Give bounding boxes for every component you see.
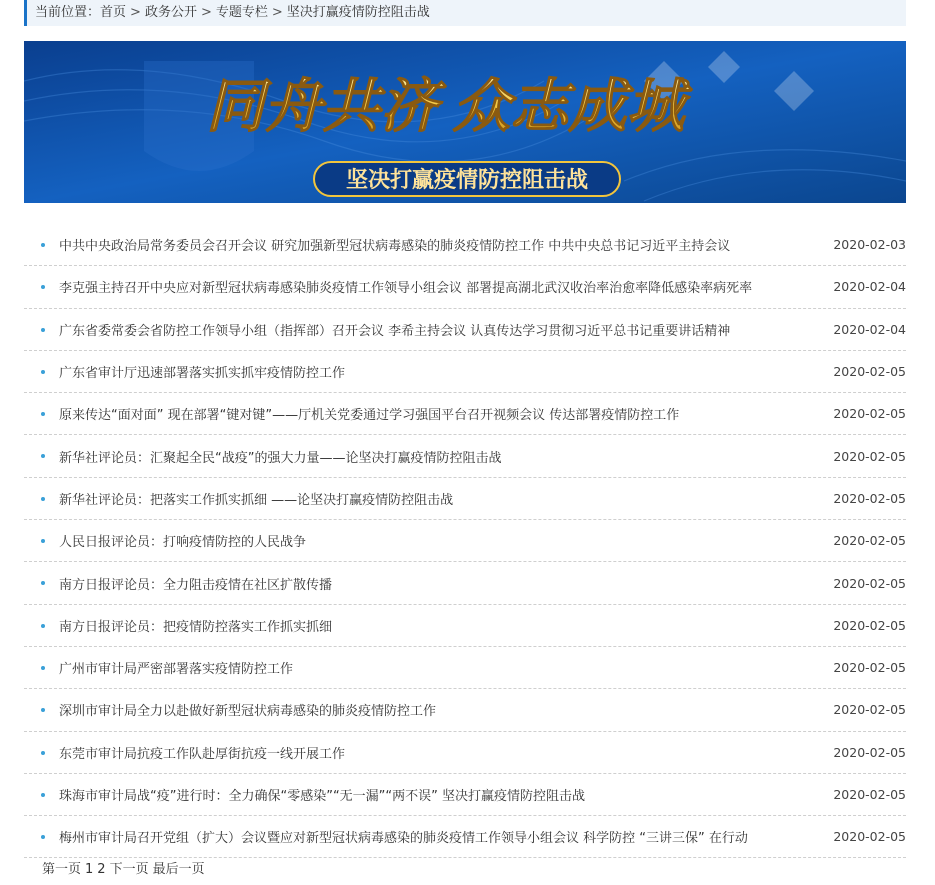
news-title-link[interactable]: 人民日报评论员：打响疫情防控的人民战争	[59, 535, 307, 551]
bullet-icon	[41, 370, 45, 374]
breadcrumb-separator: >	[130, 5, 141, 20]
bullet-icon	[41, 835, 45, 839]
news-date: 2020-02-05	[833, 702, 906, 718]
pager-page-1[interactable]: 1	[85, 862, 94, 877]
breadcrumb-prefix: 当前位置：	[35, 5, 101, 20]
news-date: 2020-02-04	[833, 279, 906, 295]
news-title-link[interactable]: 南方日报评论员：全力阻击疫情在社区扩散传播	[59, 577, 333, 593]
news-title-link[interactable]: 东莞市审计局抗疫工作队赴厚街抗疫一线开展工作	[59, 746, 346, 762]
news-list	[24, 224, 906, 858]
breadcrumb-separator: >	[200, 5, 212, 20]
banner-headline: 同舟共济 众志成城	[206, 74, 685, 139]
bullet-icon	[41, 328, 45, 332]
news-title-link[interactable]: 珠海市审计局战“疫”进行时：全力确保“零感染”“无一漏”“两不误” 坚决打赢疫情防控阻击战	[59, 789, 586, 804]
pager-last[interactable]: 最后一页	[152, 862, 205, 877]
news-item	[24, 816, 906, 858]
news-item	[24, 393, 906, 435]
breadcrumb-gov-affairs[interactable]: 政务公开	[144, 5, 197, 20]
news-item	[24, 309, 906, 351]
news-date: 2020-02-05	[833, 744, 906, 760]
bullet-icon	[41, 539, 45, 543]
topic-banner	[24, 41, 906, 203]
news-title-link[interactable]: 原来传达“面对面” 现在部署“键对键”——厅机关党委通过学习强国平台召开视频会议 传达部署疫情防控工作	[59, 408, 680, 424]
news-date: 2020-02-05	[833, 660, 906, 676]
news-title-link[interactable]: 广东省委常委会省防控工作领导小组（指挥部）召开会议 李希主持会议 认真传达学习贯彻习近平总书记重要讲话精神	[59, 323, 731, 339]
pager-first[interactable]: 第一页	[42, 862, 82, 877]
news-item	[24, 266, 906, 308]
news-item	[24, 562, 906, 604]
bullet-icon	[41, 581, 45, 585]
banner-subtitle: 坚决打赢疫情防控阻击战	[345, 167, 589, 192]
bullet-icon	[41, 412, 45, 416]
breadcrumb-special-column[interactable]: 专题专栏	[215, 5, 268, 20]
breadcrumb-separator: >	[271, 5, 283, 20]
breadcrumb-current[interactable]: 坚决打赢疫情防控阻击战	[286, 5, 430, 20]
bullet-icon	[41, 751, 45, 755]
news-title-link[interactable]: 南方日报评论员：把疫情防控落实工作抓实抓细	[59, 619, 333, 635]
news-item	[24, 435, 906, 477]
pagination	[42, 858, 209, 877]
news-date: 2020-02-05	[833, 490, 906, 506]
bullet-icon	[41, 624, 45, 628]
news-item	[24, 647, 906, 689]
breadcrumb	[24, 0, 906, 26]
news-title-link[interactable]: 李克强主持召开中央应对新型冠状病毒感染肺炎疫情工作领导小组会议 部署提高湖北武汉收治率治愈率降低感染率病死率	[59, 281, 753, 297]
news-date: 2020-02-04	[833, 321, 906, 337]
news-title-link[interactable]: 新华社评论员：汇聚起全民“战疫”的强大力量——论坚决打赢疫情防控阻击战	[59, 450, 502, 466]
news-date: 2020-02-05	[833, 575, 906, 591]
pager-page-2[interactable]: 2	[97, 862, 106, 877]
breadcrumb-home[interactable]: 首页	[100, 5, 127, 20]
news-item	[24, 732, 906, 774]
pager-next[interactable]: 下一页	[109, 862, 149, 877]
bullet-icon	[41, 285, 45, 289]
news-item	[24, 224, 906, 266]
news-date: 2020-02-05	[833, 617, 906, 633]
news-item	[24, 689, 906, 731]
news-date: 2020-02-03	[833, 237, 906, 253]
news-title-link[interactable]: 深圳市审计局全力以赴做好新型冠状病毒感染的肺炎疫情防控工作	[59, 704, 437, 720]
news-title-link[interactable]: 新华社评论员：把落实工作抓实抓细 ——论坚决打赢疫情防控阻击战	[59, 492, 454, 508]
bullet-icon	[41, 666, 45, 670]
news-item	[24, 478, 906, 520]
news-date: 2020-02-05	[833, 448, 906, 464]
bullet-icon	[41, 497, 45, 501]
news-date: 2020-02-05	[833, 406, 906, 422]
news-item	[24, 351, 906, 393]
bullet-icon	[41, 708, 45, 712]
news-date: 2020-02-05	[833, 787, 906, 802]
news-item	[24, 605, 906, 647]
bullet-icon	[41, 454, 45, 458]
news-date: 2020-02-05	[833, 829, 906, 845]
news-title-link[interactable]: 梅州市审计局召开党组（扩大）会议暨应对新型冠状病毒感染的肺炎疫情工作领导小组会议 科学防控 “三讲三保” 在行动	[59, 831, 748, 847]
news-item	[24, 774, 906, 816]
news-title-link[interactable]: 广州市审计局严密部署落实疫情防控工作	[59, 662, 294, 678]
news-title-link[interactable]: 广东省审计厅迅速部署落实抓实抓牢疫情防控工作	[59, 366, 346, 382]
news-title-link[interactable]: 中共中央政治局常务委员会召开会议 研究加强新型冠状病毒感染的肺炎疫情防控工作 中共中央总书记习近平主持会议	[59, 239, 731, 255]
news-item	[24, 520, 906, 562]
news-date: 2020-02-05	[833, 364, 906, 380]
news-date: 2020-02-05	[833, 533, 906, 549]
bullet-icon	[41, 793, 45, 797]
bullet-icon	[41, 243, 45, 247]
